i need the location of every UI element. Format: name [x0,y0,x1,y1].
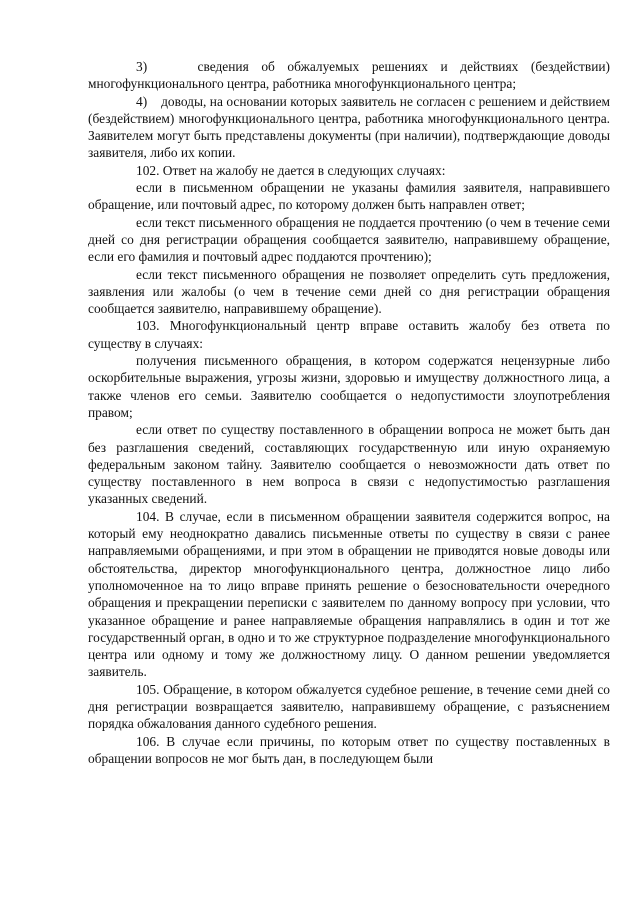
paragraph-item-4: 4) доводы, на основании которых заявитель не согласен с решением и действием (бездействием) многофункционального центра, работника многофункционального центра. Заявителем могут быть представлены документы (при наличии), подтверждающие доводы заявителя, либо их копии. [88,93,610,161]
paragraph-103-heading: 103. Многофункциональный центр вправе оставить жалобу без ответа по существу в случаях: [88,318,610,351]
paragraph-102-heading: 102. Ответ на жалобу не дается в следующих случаях: [136,162,446,178]
paragraph-103-case-1: получения письменного обращения, в котором содержатся нецензурные либо оскорбительные выражения, угрозы жизни, здоровью и имуществу должностного лица, а также членов его семьи. Заявителю сообщается о недопустимости злоупотребления правом; [88,353,610,420]
paragraph-item-3: 3) сведения об обжалуемых решениях и действиях (бездействии) многофункционального центра, работника многофункционального центра; [88,59,610,92]
paragraph-102-case-2: если текст письменного обращения не поддается прочтению (о чем в течение семи дней со дня регистрации обращения сообщается заявителю, направившему обращение, если его фамилия и почтовый адрес поддаются прочтению); [88,214,610,265]
paragraph-105: 105. Обращение, в котором обжалуется судебное решение, в течение семи дней со дня регистрации возвращается заявителю, направившему обращение, с разъяснением порядка обжалования данного судебного решения. [88,681,610,732]
paragraph-106: 106. В случае если причины, по которым ответ по существу поставленных в обращении вопросов не мог быть дан, в последующем были [88,733,610,766]
paragraph-102-case-3: если текст письменного обращения не позволяет определить суть предложения, заявления или жалобы (о чем в течение семи дней со дня регистрации обращения сообщается заявителю, направившему обращение). [88,266,610,317]
paragraph-103-case-2: если ответ по существу поставленного в обращении вопроса не может быть дан без разглашения сведений, составляющих государственную или иную охраняемую федеральным законом тайну. Заявителю сообщается о невозможности дать ответ по существу поставленного в нем вопроса в связи с недопустимостью разглашения указанных сведений. [88,422,610,507]
paragraph-104: 104. В случае, если в письменном обращении заявителя содержится вопрос, на который ему неоднократно давались письменные ответы по существу в связи с ранее направляемыми обращениями, и при этом в обращении не приводятся новые доводы или обстоятельства, директор многофункционального центра, должностное лицо либо уполномоченное на то лицо вправе принять решение о безосновательности очередного обращения и прекращении переписки с заявителем по данному вопросу при условии, что указанное обращение и ранее направляемые обращения направлялись в один и тот же государственный орган, в одно и то же структурное подразделение многофункционального центра или одному и тому же должностному лицу. О данном решении уведомляется заявитель. [88,508,610,680]
document-page [88,58,610,767]
paragraph-102-case-1: если в письменном обращении не указаны фамилия заявителя, направившего обращение, или почтовый адрес, по которому должен быть направлен ответ; [88,180,610,213]
